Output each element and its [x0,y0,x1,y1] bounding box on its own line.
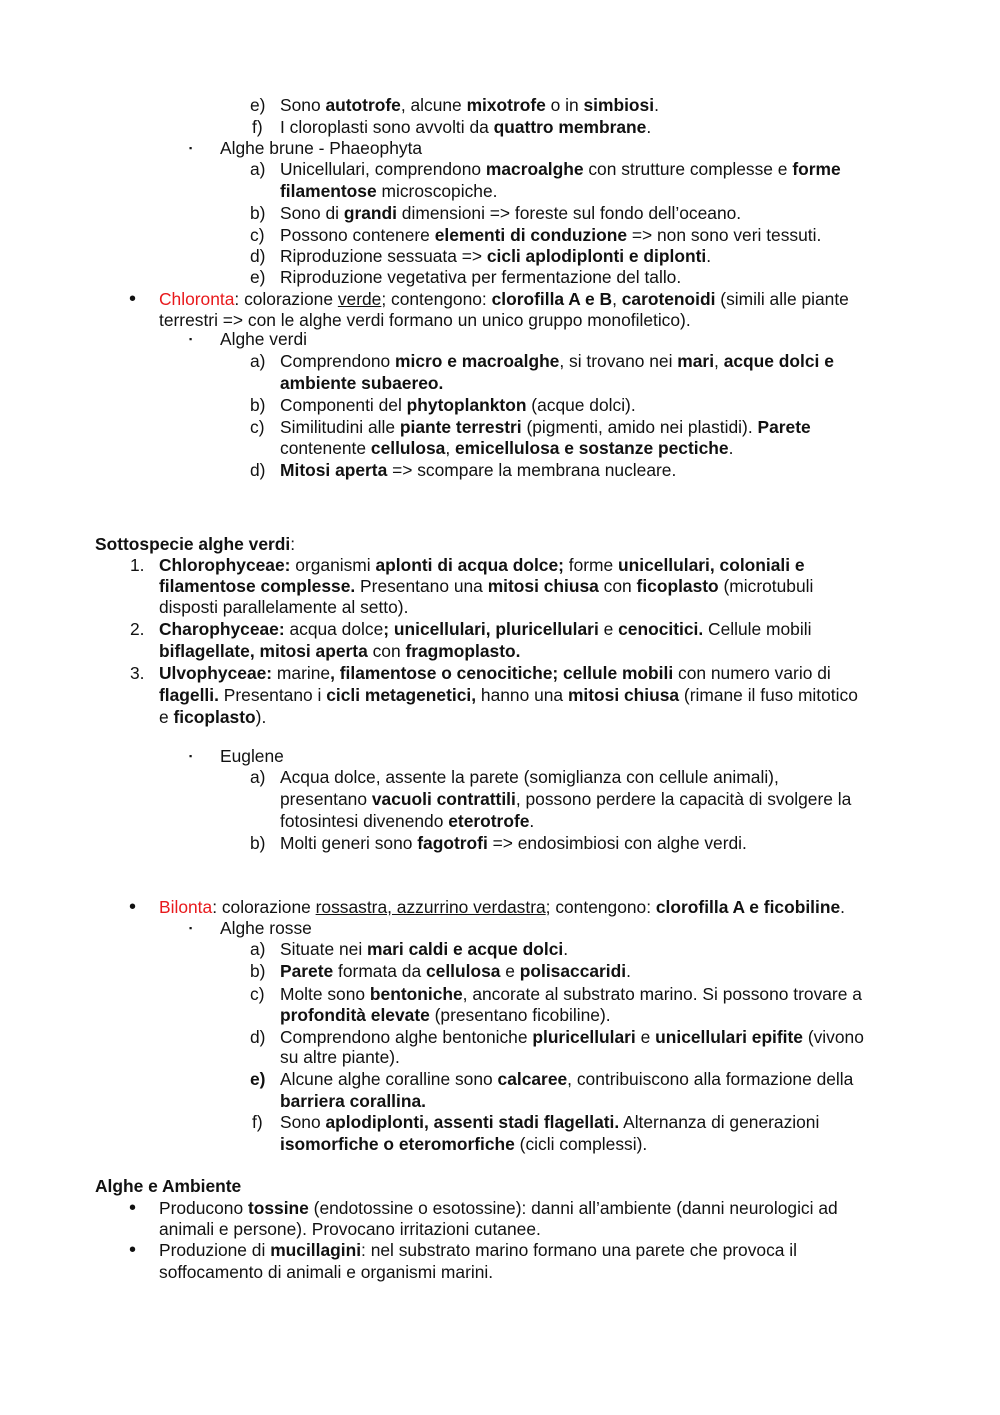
square-bullet-icon: ▪ [189,923,193,933]
bullet-icon: • [129,288,137,310]
bullet-icon: • [129,1197,137,1219]
bullet-icon: • [129,896,137,918]
bullet-icon: • [129,1239,137,1261]
square-bullet-icon: ▪ [189,143,193,153]
square-bullet-icon: ▪ [189,751,193,761]
document-page: e) Sono autotrofe, alcune mixotrofe o in simbiosi. f) I cloroplasti sono avvolti da quattro membrane. ▪ Alghe brune - Phaeophyta a) Unicellulari, comprendono macroalghe con strutture complesse e forme filamentose microscopiche. b) Sono di grandi dimensioni => foreste sul fondo dell’oceano. c) Possono contenere elementi di conduzione => non sono veri tessuti. d) Riproduzione sessuata => cicli aplodiplonti e diplonti. e) Riproduzione vegetativa per fermentazione del tallo. • Chloronta: colorazione verde; contengono: clorofilla A e B, carotenoidi (simili alle piante terrestri => con le alghe verdi formano un unico gruppo monofiletico). ▪ Alghe verdi a) Comprendono micro e macroalghe, si trovano nei mari, acque dolci e ambiente subaereo. b) Componenti del phytoplankton (acque dolci). c) Similitudini alle piante terrestri (pigmenti, amido nei plastidi). Parete contenente cellulosa, emicellulosa e sostanze pectiche. d) Mitosi aperta => scompare la membrana nucleare. Sottospecie alghe verdi: 1. Chlorophyceae: organismi aplonti di acqua dolce; forme unicellulari, coloniali e filamentose complesse. Presentano una mitosi chiusa con ficoplasto (microtubuli disposti parallelamente al setto). 2. Charophyceae: acqua dolce; unicellulari, pluricellulari e cenocitici. Cellule mobili biflagellate, mitosi aperta con fragmoplasto. 3. Ulvophyceae: marine, filamentose o cenocitiche; cellule mobili con numero vario di flagelli. Presentano i cicli metagenetici, hanno una mitosi chiusa (rimane il fuso mitotico e ficoplasto). ▪ Euglene a) Acqua dolce, assente la parete (somiglianza con cellule animali), presentano vacuoli contrattili, possono perdere la capacità di svolgere la fotosintesi divenendo eterotrofe. b) Molti generi sono fagotrofi => endosimbiosi con alghe verdi. • Bilonta: colorazione rossastra, azzurrino verdastra; contengono: clorofilla A e ficobiline. ▪ Alghe rosse a) Situate nei mari caldi e acque dolci. b) Parete formata da cellulosa e polisaccaridi. c) Molte sono bentoniche, ancorate al substrato marino. Si possono trovare a profondità elevate (presentano ficobiline). d) Comprendono alghe bentoniche pluricellulari e unicellulari epifite (vivono su altre piante). e) Alcune alghe coralline sono calcaree, contribuiscono alla formazione della barriera corallina. f) Sono aplodiplonti, assenti stadi flagellati. Alternanza di generazioni isomorfiche o eteromorfiche (cicli complessi). Alghe e Ambiente • Producono tossine (endotossine o esotossine): danni all’ambiente (danni neurologici ad animali e persone). Provocano irritazioni cutanee. • Produzione di mucillagini: nel substrato marino formano una parete che provoca il soffocamento di animali e organismi marini. [95,95,864,1282]
square-bullet-icon: ▪ [189,334,193,344]
